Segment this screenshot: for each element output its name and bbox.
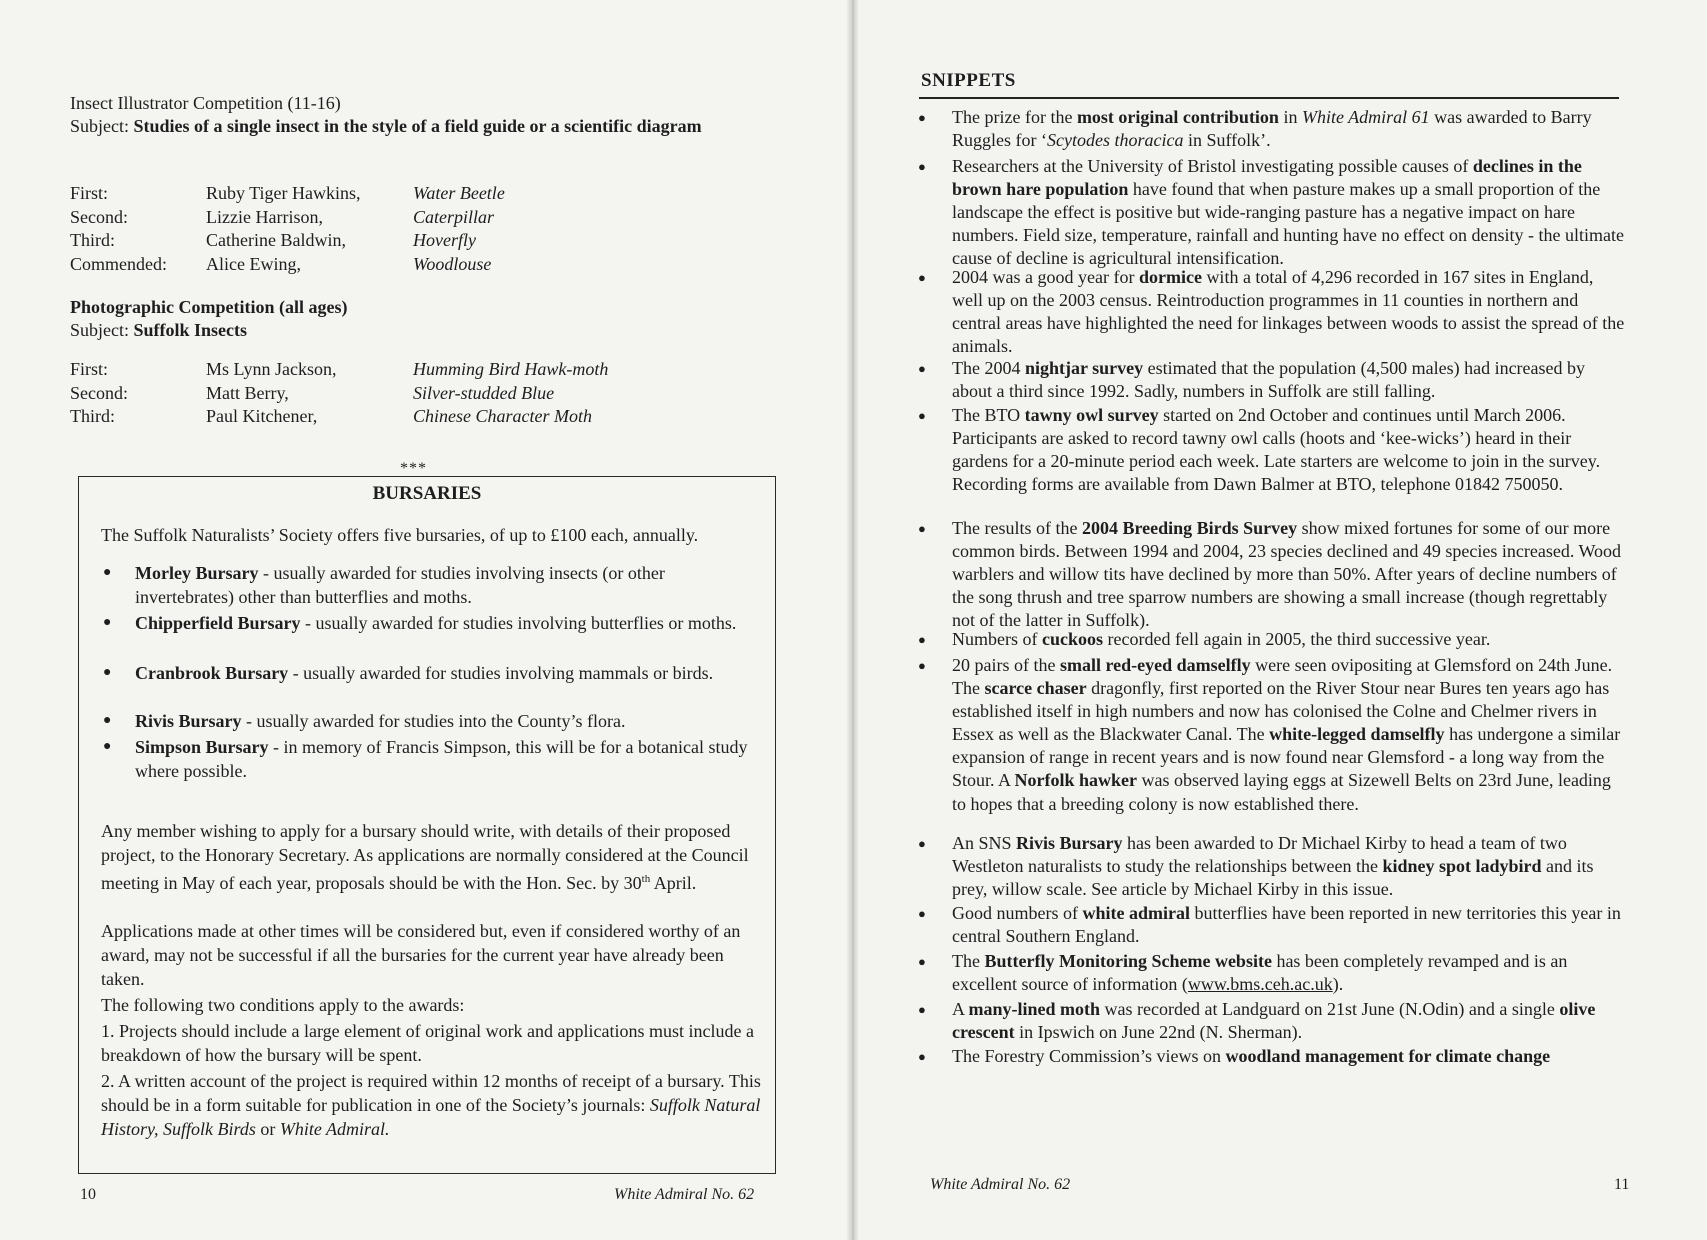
snippet-text xyxy=(952,902,1628,948)
competition-2-subject xyxy=(70,319,790,342)
bullet-icon: ● xyxy=(103,739,112,754)
snippet-item xyxy=(918,902,1628,948)
result-place: Commended: xyxy=(70,253,167,274)
snippet-item xyxy=(918,404,1628,496)
bursary-text xyxy=(135,661,763,685)
result-name: Catherine Baldwin, xyxy=(206,230,346,250)
bullet-icon: ● xyxy=(918,521,926,536)
text-run: The Forestry Commission’s views on xyxy=(952,1046,1226,1066)
snippet-item xyxy=(918,950,1628,996)
subject-label: Subject: xyxy=(70,116,129,136)
bold-phrase: olive crescent xyxy=(952,999,1596,1043)
bullet-icon: ● xyxy=(918,270,926,285)
text-run: was recorded at Landguard on 21st June (N.Odin) and a single xyxy=(1100,999,1560,1019)
result-entry: Silver-studded Blue xyxy=(413,382,555,403)
snippet-text xyxy=(952,654,1628,816)
bursary-description: - in memory of Francis Simpson, this will be for a botanical study where possible. xyxy=(135,737,748,781)
text-run: The 2004 xyxy=(952,358,1025,378)
journal-footer-left: White Admiral No. 62 xyxy=(614,1186,755,1203)
bursaries-condition-1: 1. Projects should include a large element of original work and applications must include a breakdown of how the bursary will be spent. xyxy=(101,1021,755,1065)
text-run: recorded fell again in 2005, the third successive year. xyxy=(1103,629,1491,649)
snippet-text xyxy=(952,950,1628,996)
text-run: An SNS xyxy=(952,833,1017,853)
snippet-text xyxy=(952,357,1628,403)
title-rule xyxy=(919,97,1619,99)
text-run: The BTO xyxy=(952,405,1025,425)
snippet-item xyxy=(918,654,1628,816)
text-run: dragonfly, first reported on the River Stour near Bures ten years ago has established itself in high numbers and now has colonised the Colne and Chelmer rivers in Essex as well as the Blackwater Canal. The xyxy=(952,678,1610,745)
snippet-item xyxy=(918,517,1628,632)
bursary-item xyxy=(103,661,763,685)
result-place: Third: xyxy=(70,406,115,426)
snippet-item xyxy=(918,155,1628,270)
snippet-text xyxy=(952,155,1628,270)
subject-text: Suffolk Insects xyxy=(133,320,248,340)
italic-phrase: White Admiral 61 xyxy=(1301,107,1430,127)
snippet-item xyxy=(918,628,1628,651)
bursaries-intro: The Suffolk Naturalists’ Society offers five bursaries, of up to £100 each, annually. xyxy=(101,525,699,545)
text-run: 20 pairs of the xyxy=(952,655,1060,675)
snippet-text xyxy=(952,106,1628,152)
text-run: show mixed fortunes for some of our more common birds. Between 1994 and 2004, 23 species declined and 49 species increased. Wood warblers and willow tits have declined by more than 50%. After years of decline numbers of the song thrush and tree sparrow numbers are showing a small increase (though regrettably not of the latter in Suffolk). xyxy=(952,518,1622,631)
result-entry: Caterpillar xyxy=(413,206,495,227)
snippet-text xyxy=(952,266,1628,358)
subject-text: Studies of a single insect in the style of a field guide or a scientific diagram xyxy=(133,116,702,136)
snippet-item xyxy=(918,266,1628,358)
text-run: with a total of 4,296 recorded in 167 sites in England, well up on the 2003 census. Reintroduction programmes in 11 counties in northern and central areas have highlighted the need for linkages between woods to assist the spread of the animals. xyxy=(952,267,1625,357)
result-place: First: xyxy=(70,183,109,203)
text-run: The prize for the xyxy=(952,107,1077,127)
bold-phrase: nightjar survey xyxy=(1024,358,1144,378)
text-run: A xyxy=(952,999,969,1019)
competition-1-title: Insect Illustrator Competition (11-16) xyxy=(70,93,341,113)
snippet-text xyxy=(952,517,1628,632)
subject-label: Subject: xyxy=(70,320,129,340)
result-name: Matt Berry, xyxy=(206,382,289,403)
bursary-text xyxy=(135,611,763,635)
bursary-description: - usually awarded for studies involving butterflies or moths. xyxy=(300,613,737,633)
bold-phrase: woodland management for climate change xyxy=(1225,1046,1551,1066)
text-run: Good numbers of xyxy=(952,903,1083,923)
bullet-icon: ● xyxy=(918,836,926,851)
bursary-name: Morley Bursary xyxy=(135,563,259,583)
text-run: was observed laying eggs at Sizewell Belts on 23rd June, leading to hopes that a breeding colony is now established there. xyxy=(952,770,1611,814)
competition-1-subject xyxy=(70,115,790,138)
snippets-title: SNIPPETS xyxy=(921,70,1016,91)
snippet-item xyxy=(918,998,1628,1044)
bursary-item xyxy=(103,561,763,609)
text-run: in xyxy=(1278,107,1302,127)
bullet-icon: ● xyxy=(918,658,926,673)
bursary-text xyxy=(135,709,763,733)
text-run: ). xyxy=(1332,974,1344,995)
right-page xyxy=(858,0,1707,1240)
snippet-text xyxy=(952,404,1628,496)
result-name: Alice Ewing, xyxy=(206,253,301,274)
text-run: 2004 was a good year for xyxy=(952,267,1139,287)
bursary-text xyxy=(135,735,763,783)
bullet-icon: ● xyxy=(918,361,926,376)
result-entry: Hoverfly xyxy=(413,230,476,250)
bursaries-condition-2: 2. A written account of the project is required within 12 months of receipt of a bursary. This should be in a form suitable for publication in one of the Society’s journals: Suffolk Natural History, Suffolk Birds or White Admiral. xyxy=(101,1071,761,1139)
bursary-name: Chipperfield Bursary xyxy=(135,613,301,633)
snippet-text xyxy=(952,1045,1628,1068)
bold-phrase: Butterfly Monitoring Scheme website xyxy=(984,951,1272,971)
bursaries-title: BURSARIES xyxy=(372,483,482,504)
text-run: has been awarded to Dr Michael Kirby to head a team of two Westleton naturalists to study the relationships between the xyxy=(952,833,1567,877)
bursaries-other-times: Applications made at other times will be considered but, even if considered worthy of an award, may not be successful if all the bursaries for the current year have already been taken. xyxy=(101,921,741,989)
bullet-icon: ● xyxy=(918,1002,926,1017)
result-place: Second: xyxy=(70,382,128,403)
bold-phrase: small red-eyed damselfly xyxy=(1059,655,1251,675)
snippet-item xyxy=(918,106,1628,152)
bullet-icon: ● xyxy=(918,906,926,921)
bursary-item xyxy=(103,735,763,783)
bursary-name: Simpson Bursary xyxy=(135,737,269,757)
bold-phrase: most original contribution xyxy=(1076,107,1279,127)
bold-phrase: white-legged damselfly xyxy=(1269,724,1445,745)
bullet-icon: ● xyxy=(918,159,926,174)
text-run: have found that when pasture makes up a small proportion of the landscape the effect is positive but wide-ranging pasture has a negative impact on hare numbers. Field size, temperature, rainfall and hunting have no effect on density - the ultimate cause of decline is agricultural intensification. xyxy=(952,179,1624,269)
text-run: has been completely revamped and is an excellent source of information ( xyxy=(952,951,1568,995)
snippet-text xyxy=(952,628,1628,651)
bold-phrase: cuckoos xyxy=(1041,629,1103,649)
snippet-item xyxy=(918,1045,1628,1068)
result-place: First: xyxy=(70,359,109,379)
italic-phrase: Scytodes thoracica xyxy=(1046,130,1184,151)
text-run: started on 2nd October and continues until March 2006. Participants are asked to record tawny owl calls (hoots and ‘kee-wicks’) heard in their gardens for a 20-minute period each week. Late starters are welcome to join in the survey. Recording forms are available from Dawn Balmer at BTO, telephone 01842 750050. xyxy=(952,405,1601,495)
bold-phrase: Norfolk hawker xyxy=(1014,770,1138,791)
page-number-left: 10 xyxy=(80,1186,96,1203)
bursary-name: Cranbrook Bursary xyxy=(135,663,289,683)
bursary-description: - usually awarded for studies into the County’s flora. xyxy=(241,711,626,731)
text-run: The xyxy=(952,951,985,971)
bursaries-conditions-intro: The following two conditions apply to the awards: xyxy=(101,995,465,1015)
bullet-icon: ● xyxy=(103,713,112,728)
page-number-right: 11 xyxy=(1614,1176,1630,1193)
bursary-name: Rivis Bursary xyxy=(135,711,242,731)
snippet-text xyxy=(952,832,1628,901)
bursaries-box xyxy=(78,476,776,1174)
result-entry: Water Beetle xyxy=(413,183,505,203)
bold-phrase: declines in the brown hare population xyxy=(952,156,1582,200)
bullet-icon: ● xyxy=(918,110,926,125)
bold-phrase: 2004 Breeding Birds Survey xyxy=(1081,518,1298,538)
result-entry: Chinese Character Moth xyxy=(413,406,592,426)
result-place: Second: xyxy=(70,206,128,227)
bold-phrase: many-lined moth xyxy=(968,999,1101,1019)
bursary-item xyxy=(103,709,763,733)
bursary-description: - usually awarded for studies involving insects (or other invertebrates) other than butterflies and moths. xyxy=(135,563,665,607)
text-run: The results of the xyxy=(952,518,1082,538)
text-run: Numbers of xyxy=(952,629,1042,649)
bold-phrase: Rivis Bursary xyxy=(1016,833,1123,853)
section-separator: *** xyxy=(400,460,427,477)
bold-phrase: kidney spot ladybird xyxy=(1382,856,1542,877)
bold-phrase: dormice xyxy=(1138,267,1202,287)
bullet-icon: ● xyxy=(103,565,112,580)
result-entry: Humming Bird Hawk-moth xyxy=(413,359,609,379)
journal-footer-right: White Admiral No. 62 xyxy=(930,1176,1071,1193)
bullet-icon: ● xyxy=(103,665,112,680)
text-run: were seen ovipositing at Glemsford on 24th June. The xyxy=(952,655,1613,699)
bullet-icon: ● xyxy=(918,408,926,423)
bold-phrase: white admiral xyxy=(1082,903,1190,923)
text-run: has undergone a similar expansion of range in recent years and is now found near Glemsford - a long way from the Stour. A xyxy=(952,724,1621,791)
text-run: butterflies have been reported in new territories this year in central Southern England. xyxy=(952,903,1621,947)
text-run: in Ipswich on June 22nd (N. Sherman). xyxy=(1014,1022,1303,1043)
result-name: Paul Kitchener, xyxy=(206,406,318,426)
result-entry: Woodlouse xyxy=(413,253,492,274)
bold-phrase: scarce chaser xyxy=(984,678,1087,699)
bullet-icon: ● xyxy=(918,954,926,969)
result-name: Ruby Tiger Hawkins, xyxy=(206,183,361,203)
text-run: was awarded to Barry Ruggles for ‘ xyxy=(952,107,1592,151)
text-run: Researchers at the University of Bristol investigating possible causes of xyxy=(952,156,1473,176)
snippet-item xyxy=(918,357,1628,403)
result-place: Third: xyxy=(70,230,115,250)
competition-2-title: Photographic Competition (all ages) xyxy=(70,297,348,317)
result-name: Lizzie Harrison, xyxy=(206,206,323,227)
bullet-icon: ● xyxy=(918,632,926,647)
text-run: estimated that the population (4,500 males) had increased by about a third since 1992. Sadly, numbers in Suffolk are still falling. xyxy=(952,358,1586,402)
result-name: Ms Lynn Jackson, xyxy=(206,359,337,379)
bullet-icon: ● xyxy=(103,615,112,630)
bursary-description: - usually awarded for studies involving mammals or birds. xyxy=(288,663,714,683)
left-page xyxy=(0,0,852,1240)
bursaries-apply: Any member wishing to apply for a bursary should write, with details of their proposed project, to the Honorary Secretary. As applications are normally considered at the Council meeting in May of each year, proposals should be with the Hon. Sec. by 30th April. xyxy=(101,821,749,893)
bursary-item xyxy=(103,611,763,635)
text-run: and its prey, willow scale. See article by Michael Kirby in this issue. xyxy=(952,856,1594,900)
bursary-text xyxy=(135,561,763,609)
snippet-item xyxy=(918,832,1628,901)
snippet-text xyxy=(952,998,1628,1044)
text-run: in Suffolk’. xyxy=(1183,130,1271,151)
website-link[interactable]: www.bms.ceh.ac.uk xyxy=(1187,974,1333,995)
bold-phrase: tawny owl survey xyxy=(1024,405,1159,425)
bullet-icon: ● xyxy=(918,1049,926,1064)
